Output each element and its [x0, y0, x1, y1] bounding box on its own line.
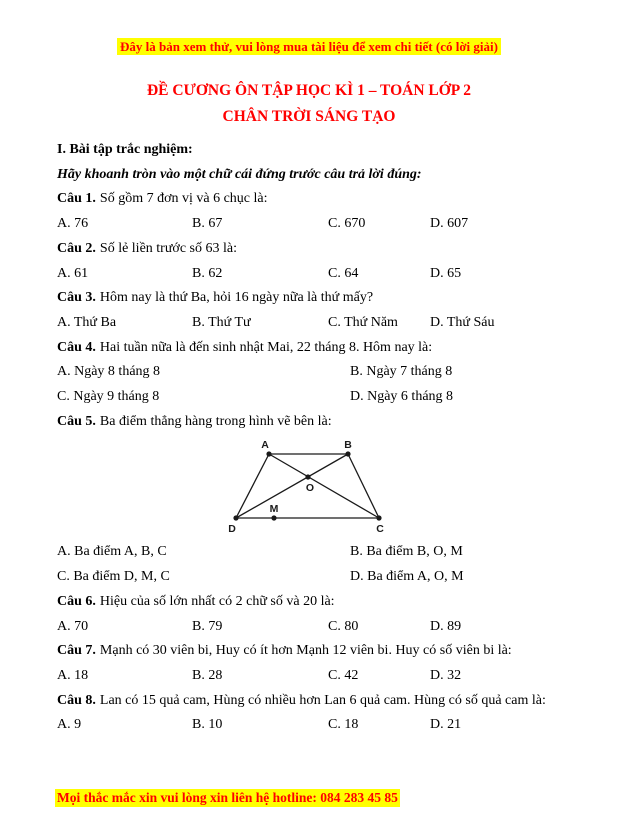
question-2-label: Câu 2. — [57, 240, 96, 256]
point-label-m: M — [269, 503, 279, 516]
option-a: A. Ba điểm A, B, C — [57, 544, 167, 560]
option-a: A. Thứ Ba — [57, 314, 117, 330]
option-b: B. 62 — [192, 265, 223, 281]
option-b: B. Ba điểm B, O, M — [350, 544, 463, 560]
document-body — [0, 138, 618, 738]
point-M — [271, 516, 276, 521]
question-8 — [57, 689, 570, 714]
option-d: D. 89 — [430, 618, 462, 634]
question-1-text: Số gồm 7 đơn vị và 6 chục là: — [99, 191, 268, 207]
question-7-options — [57, 664, 570, 689]
question-2 — [57, 237, 570, 262]
question-3-label: Câu 3. — [57, 290, 96, 306]
option-b: B. Ngày 7 tháng 8 — [350, 364, 453, 380]
question-5-options-row-1 — [57, 540, 570, 565]
question-6-text: Hiệu của số lớn nhất có 2 chữ số và 20 là: — [99, 593, 335, 609]
question-4-label: Câu 4. — [57, 339, 96, 355]
document-subtitle: CHÂN TRỜI SÁNG TẠO — [222, 108, 396, 125]
question-4-options-row-2 — [57, 385, 570, 410]
option-d: D. 21 — [430, 717, 462, 733]
option-a: A. 61 — [57, 265, 89, 281]
option-d: D. 32 — [430, 667, 462, 683]
preview-banner-row — [0, 38, 618, 56]
option-b: B. Thứ Tư — [192, 314, 251, 330]
section-heading: I. Bài tập trắc nghiệm: — [57, 142, 193, 157]
option-d: D. Ba điểm A, O, M — [350, 569, 464, 585]
question-3-options — [57, 311, 570, 336]
instruction-text: Hãy khoanh tròn vào một chữ cái đứng trước câu trả lời đúng: — [57, 166, 422, 182]
point-D — [233, 516, 238, 521]
question-7-label: Câu 7. — [57, 643, 96, 659]
option-c: C. 18 — [328, 717, 359, 733]
point-label-a: A — [261, 439, 269, 452]
point-O — [305, 475, 310, 480]
option-d: D. 65 — [430, 265, 462, 281]
question-7-text: Mạnh có 30 viên bi, Huy có ít hơn Mạnh 12 viên bi. Huy có số viên bi là: — [99, 643, 512, 659]
point-C — [376, 516, 381, 521]
point-label-b: B — [344, 439, 352, 452]
option-d: D. Thứ Sáu — [430, 314, 495, 330]
question-6-label: Câu 6. — [57, 593, 96, 609]
question-1-label: Câu 1. — [57, 191, 96, 207]
option-c: C. 64 — [328, 265, 359, 281]
option-b: B. 10 — [192, 717, 223, 733]
option-b: B. 67 — [192, 216, 223, 232]
question-4-text: Hai tuần nữa là đến sinh nhật Mai, 22 tháng 8. Hôm nay là: — [99, 339, 433, 355]
point-label-c: C — [376, 523, 384, 536]
option-c: C. 80 — [328, 618, 359, 634]
option-a: A. 18 — [57, 667, 89, 683]
question-8-text: Lan có 15 quả cam, Hùng có nhiều hơn Lan 6 quả cam. Hùng có số quả cam là: — [99, 692, 546, 708]
hotline-footer: Mọi thắc mắc xin vui lòng xin liên hệ hotline: 084 283 45 85 — [57, 790, 398, 805]
point-label-d: D — [228, 523, 236, 536]
option-c: C. Ba điểm D, M, C — [57, 569, 170, 585]
question-3 — [57, 286, 570, 311]
option-a: A. Ngày 8 tháng 8 — [57, 364, 161, 380]
option-b: B. 28 — [192, 667, 223, 683]
geometry-figure — [220, 436, 570, 536]
option-a: A. 76 — [57, 216, 89, 232]
question-7 — [57, 639, 570, 664]
option-d: D. 607 — [430, 216, 469, 232]
question-1-options — [57, 212, 570, 237]
point-A — [266, 452, 271, 457]
question-8-options — [57, 713, 570, 738]
question-6 — [57, 590, 570, 615]
option-c: C. 670 — [328, 216, 366, 232]
question-5-text: Ba điểm thẳng hàng trong hình vẽ bên là: — [99, 413, 332, 429]
question-6-options — [57, 615, 570, 640]
option-c: C. Ngày 9 tháng 8 — [57, 389, 160, 405]
trapezoid-diagram — [220, 436, 400, 536]
point-B — [345, 452, 350, 457]
option-c: C. 42 — [328, 667, 359, 683]
point-label-o: O — [305, 482, 315, 495]
question-5-label: Câu 5. — [57, 413, 96, 429]
option-a: A. 70 — [57, 618, 89, 634]
hotline-footer-row — [55, 789, 400, 807]
option-a: A. 9 — [57, 717, 82, 733]
question-5-options-row-2 — [57, 565, 570, 590]
document-title: ĐỀ CƯƠNG ÔN TẬP HỌC KÌ 1 – TOÁN LỚP 2 — [146, 82, 472, 99]
question-2-options — [57, 262, 570, 287]
question-2-text: Số lẻ liền trước số 63 là: — [99, 240, 237, 256]
question-4 — [57, 336, 570, 361]
question-8-label: Câu 8. — [57, 692, 96, 708]
question-1 — [57, 187, 570, 212]
question-4-options-row-1 — [57, 360, 570, 385]
preview-banner: Đây là bản xem thử, vui lòng mua tài liệu để xem chi tiết (có lời giải) — [117, 38, 501, 55]
question-5 — [57, 410, 570, 435]
option-d: D. Ngày 6 tháng 8 — [350, 389, 454, 405]
option-c: C. Thứ Năm — [328, 314, 398, 330]
question-3-text: Hôm nay là thứ Ba, hỏi 16 ngày nữa là thứ mấy? — [99, 290, 374, 306]
option-b: B. 79 — [192, 618, 223, 634]
